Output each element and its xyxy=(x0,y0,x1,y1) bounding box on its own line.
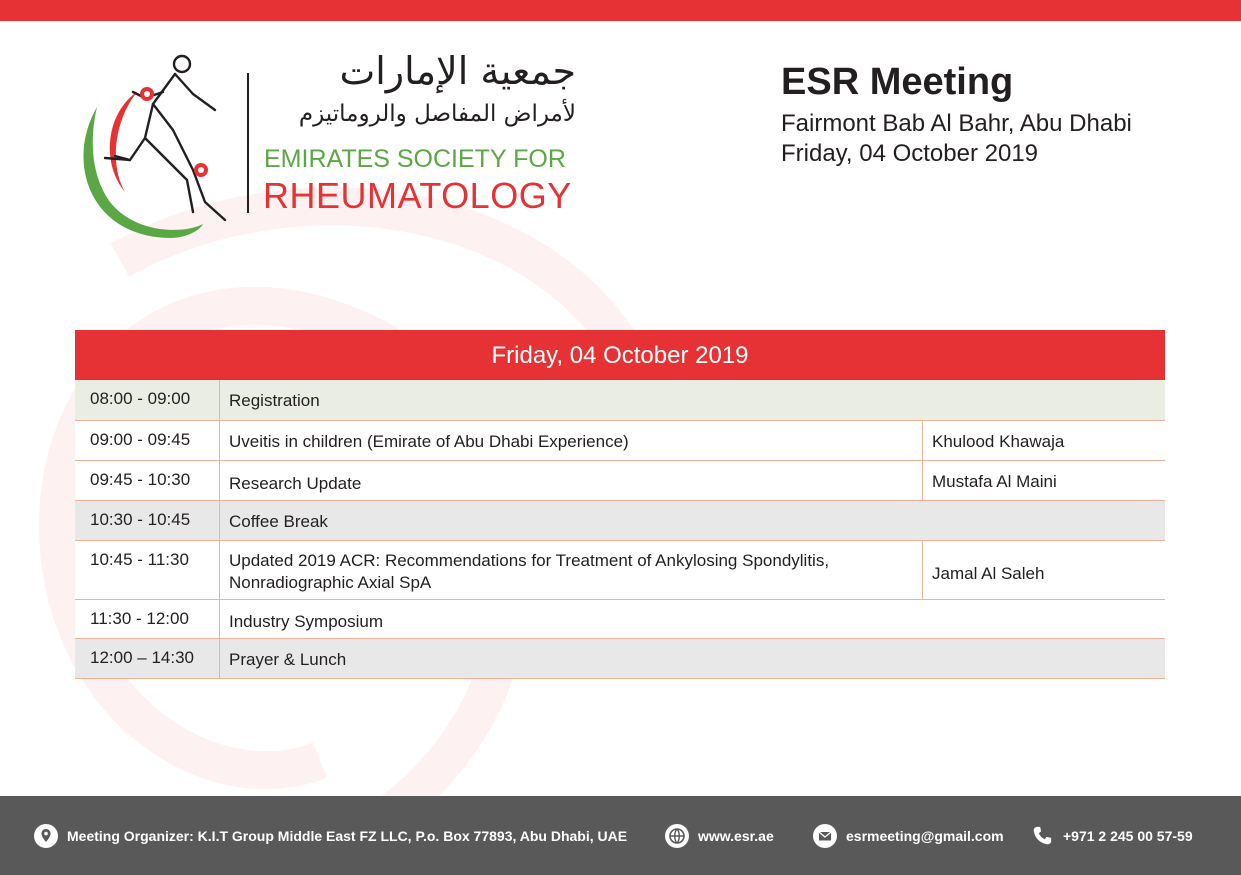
footer-email[interactable] xyxy=(813,824,1004,848)
time-cell: 09:45 - 10:30 xyxy=(75,461,220,500)
time-cell: 10:30 - 10:45 xyxy=(75,501,220,540)
table-row xyxy=(75,541,1165,600)
time-cell: 08:00 - 09:00 xyxy=(75,380,220,420)
topic-cell: Coffee Break xyxy=(229,512,328,531)
topic-cell: Uveitis in children (Emirate of Abu Dhabi Experience) xyxy=(229,432,629,451)
program-table xyxy=(75,330,1165,679)
logo-arabic-subtitle: لأمراض المفاصل والروماتيزم xyxy=(298,101,576,127)
program-day-header: Friday, 04 October 2019 xyxy=(75,330,1165,380)
topic-cell: Research Update xyxy=(229,474,362,493)
meeting-title: ESR Meeting xyxy=(781,61,1014,103)
table-row xyxy=(75,600,1165,639)
location-pin-icon xyxy=(34,824,58,848)
footer-bar xyxy=(0,796,1241,875)
phone-text[interactable]: +971 2 245 00 57-59 xyxy=(1063,828,1193,844)
envelope-icon xyxy=(813,824,837,848)
logo-english-line1: EMIRATES SOCIETY FOR xyxy=(264,145,566,173)
esr-logo-runner xyxy=(75,52,245,242)
speaker-cell: Mustafa Al Maini xyxy=(922,461,1165,500)
footer-phone[interactable] xyxy=(1030,824,1193,848)
footer-website[interactable] xyxy=(665,824,774,848)
topic-cell: Industry Symposium xyxy=(229,612,383,631)
time-cell: 12:00 – 14:30 xyxy=(75,639,220,678)
table-row xyxy=(75,380,1165,421)
email-link[interactable]: esrmeeting@gmail.com xyxy=(846,828,1004,844)
topic-cell: Registration xyxy=(229,391,320,410)
globe-icon xyxy=(665,824,689,848)
topic-cell: Updated 2019 ACR: Recommendations for Treatment of Ankylosing Spondylitis, Nonradiographic Axial SpA xyxy=(229,551,830,592)
organizer-text: Meeting Organizer: K.I.T Group Middle East FZ LLC, P.o. Box 77893, Abu Dhabi, UAE xyxy=(67,828,628,844)
table-row xyxy=(75,639,1165,679)
phone-icon xyxy=(1030,824,1054,848)
table-row xyxy=(75,461,1165,501)
table-row xyxy=(75,501,1165,541)
logo-divider xyxy=(247,73,249,213)
meeting-date: Friday, 04 October 2019 xyxy=(781,140,1039,167)
top-accent-bar xyxy=(0,0,1241,21)
time-cell: 10:45 - 11:30 xyxy=(75,541,220,599)
speaker-cell: Khulood Khawaja xyxy=(922,421,1165,460)
footer-organizer xyxy=(34,824,627,848)
meeting-venue: Fairmont Bab Al Bahr, Abu Dhabi xyxy=(781,110,1132,137)
speaker-cell: Jamal Al Saleh xyxy=(922,541,1165,599)
website-link[interactable]: www.esr.ae xyxy=(698,828,774,844)
logo-arabic-name: جمعية الإمارات xyxy=(339,49,576,93)
logo-english-line2: RHEUMATOLOGY xyxy=(263,175,572,216)
time-cell: 09:00 - 09:45 xyxy=(75,421,220,460)
time-cell: 11:30 - 12:00 xyxy=(75,600,220,638)
topic-cell: Prayer & Lunch xyxy=(229,650,347,669)
table-row xyxy=(75,421,1165,461)
